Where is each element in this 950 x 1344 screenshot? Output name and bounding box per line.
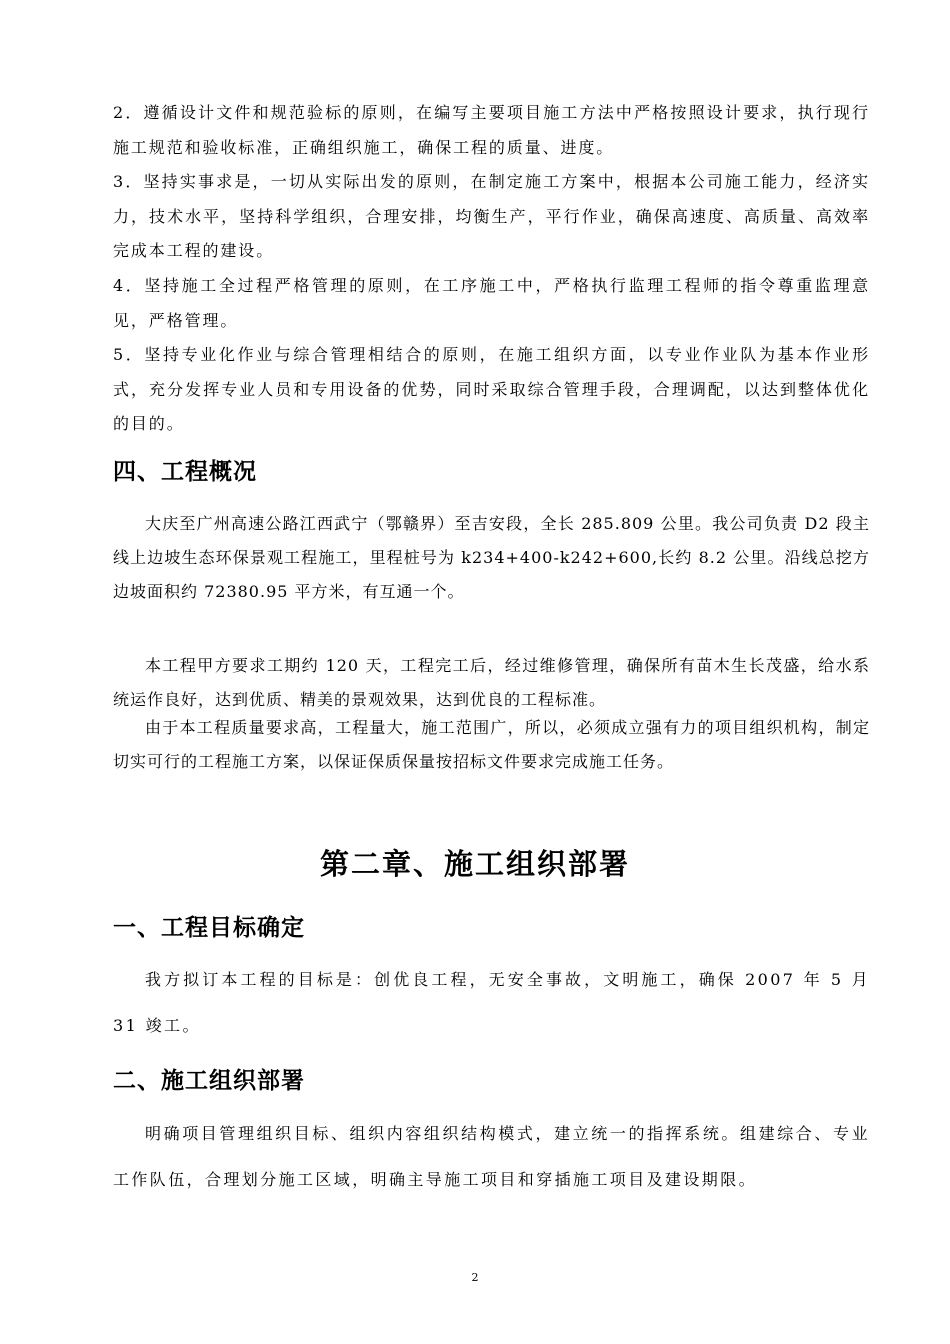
goal-paragraph: 我方拟订本工程的目标是：创优良工程，无安全事故，文明施工，确保 2007 年 5 月 31 竣工。 [113,970,870,1035]
overview-paragraph-1: 大庆至广州高速公路江西武宁（鄂赣界）至吉安段，全长 285.809 公里。我公司负责 D2 段主线上边坡生态环保景观工程施工，里程桩号为 k234+400-k242+600,长约 8.2 公里。沿线总挖方边坡面积约 72380.95 平方米，有互通一个。 [113,514,870,601]
principle-item-3: 3．坚持实事求是，一切从实际出发的原则，在制定施工方案中，根据本公司施工能力，经济实力，技术水平，坚持科学组织，合理安排，均衡生产，平行作业，确保高速度、高质量、高效率完成本工程的建设。 [113,172,870,260]
overview-paragraph-2: 本工程甲方要求工期约 120 天，工程完工后，经过维修管理，确保所有苗木生长茂盛，给水系统运作良好，达到优质、精美的景观效果，达到优良的工程标准。 [113,656,870,709]
organization-paragraph: 明确项目管理组织目标、组织内容组织结构模式，建立统一的指挥系统。组建综合、专业工作队伍，合理划分施工区域，明确主导施工项目和穿插施工项目及建设期限。 [113,1124,870,1189]
principle-item-2: 2．遵循设计文件和规范验标的原则，在编写主要项目施工方法中严格按照设计要求，执行现行施工规范和验收标准，正确组织施工，确保工程的质量、进度。 [113,103,870,157]
principle-item-5: 5．坚持专业化作业与综合管理相结合的原则，在施工组织方面，以专业作业队为基本作业形式，充分发挥专业人员和专用设备的优势，同时采取综合管理手段，合理调配，以达到整体优化的目的。 [113,345,870,433]
chapter-2-section-1-heading: 一、工程目标确定 [113,915,305,941]
section-4-heading: 四、工程概况 [113,459,257,485]
chapter-2-title: 第二章、施工组织部署 [319,847,630,881]
page-number: 2 [471,1271,479,1284]
chapter-2-section-2-heading: 二、施工组织部署 [113,1068,305,1094]
principle-item-4: 4．坚持施工全过程严格管理的原则，在工序施工中，严格执行监理工程师的指令尊重监理意见，严格管理。 [113,276,870,330]
overview-paragraph-3: 由于本工程质量要求高，工程量大，施工范围广，所以，必须成立强有力的项目组织机构，制定切实可行的工程施工方案，以保证保质保量按招标文件要求完成施工任务。 [113,718,870,771]
